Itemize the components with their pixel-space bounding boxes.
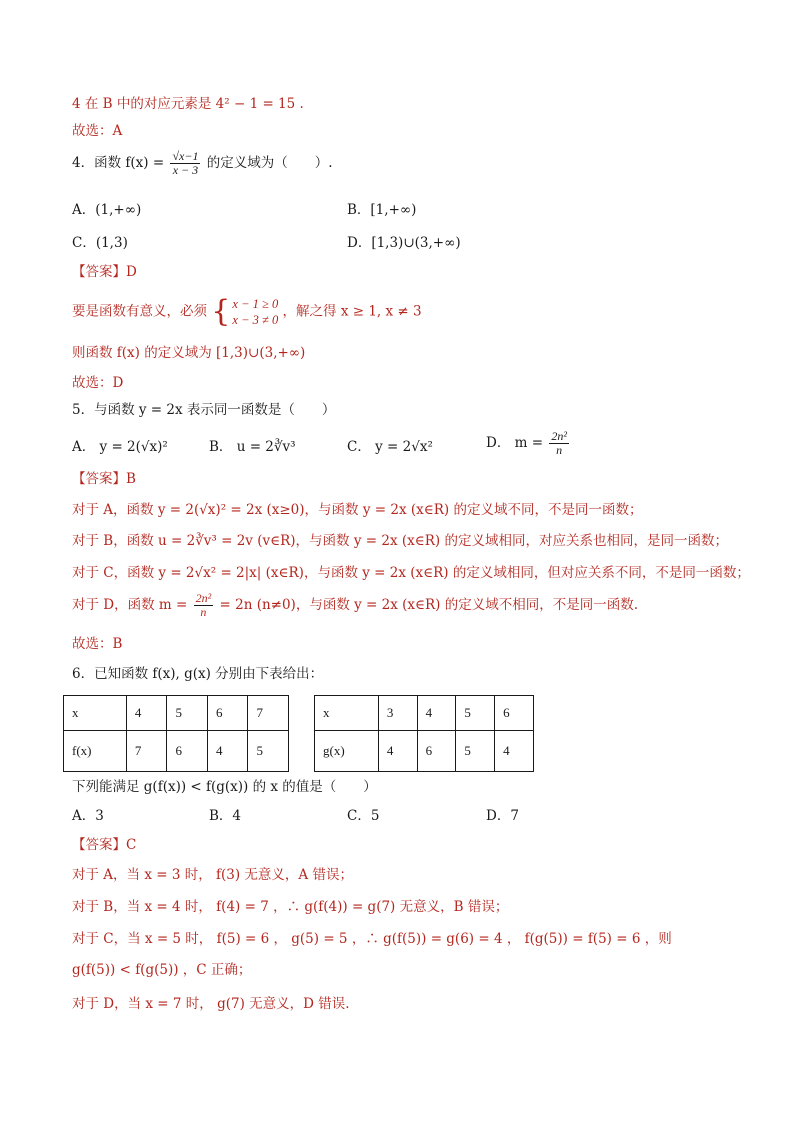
q6-option-a: A．3 <box>72 808 104 824</box>
table-row <box>315 731 534 772</box>
table-cell: 5 <box>248 731 289 772</box>
table-row <box>315 696 534 731</box>
q5-option-a: A． y = 2(√x)² <box>72 439 168 455</box>
q6-answer-label: 【答案】C <box>72 837 137 853</box>
q5-d-fraction: $\frac{\text{2n²}}{n}$ <box>551 429 567 457</box>
table-cell: 7 <box>126 731 167 772</box>
table-cell: 6 <box>167 731 208 772</box>
q6-solution-c: 对于 C，当 x = 5 时， f(5) = 6 ， g(5) = 5 ，∴ g(f(5)) = g(6) = 4 ， f(g(5)) = f(5) = 6 ，则 <box>72 931 672 947</box>
table-cell: 5 <box>456 696 495 731</box>
q6-option-d: D．7 <box>486 808 519 824</box>
table-cell: f(x) <box>64 731 127 772</box>
question-4: 4．函数 f(x) = $\frac{√x-1}{x - 3}$ 的定义域为（ ）. <box>72 149 333 177</box>
table-cell: 4 <box>495 731 534 772</box>
table-cell: 4 <box>417 696 456 731</box>
q4-answer-label: 【答案】D <box>72 264 137 280</box>
q4-option-b: B．[1,+∞) <box>347 202 417 218</box>
table-cell: 6 <box>207 696 248 731</box>
table-cell: 6 <box>417 731 456 772</box>
q6-option-b: B．4 <box>209 808 242 824</box>
question-5: 5．与函数 y = 2x 表示同一函数是（ ） <box>72 402 336 418</box>
table-cell: 7 <box>248 696 289 731</box>
q4-solution-3: 故选：D <box>72 375 124 391</box>
table-cell: x <box>64 696 127 731</box>
table-cell: 5 <box>456 731 495 772</box>
q5-solution-a: 对于 A，函数 y = 2(√x)² = 2x (x≥0)，与函数 y = 2x (x∈R) 的定义域不同，不是同一函数； <box>72 502 643 518</box>
q4-solution-2: 则函数 f(x) 的定义域为 [1,3)∪(3,+∞) <box>72 345 306 361</box>
prev-answer-choice: 故选：A <box>72 123 123 139</box>
q6-solution-c-cont: g(f(5)) < f(g(5)) ，C 正确； <box>72 962 252 978</box>
q5-option-d: D． m = $\frac{\text{2n²}}{n}$ <box>486 429 567 457</box>
q4-option-a: A．(1,+∞) <box>72 202 142 218</box>
q6-question: 下列能满足 g(f(x)) < f(g(x)) 的 x 的值是（ ） <box>72 779 377 795</box>
table-cell: 4 <box>207 731 248 772</box>
table-cell: 6 <box>495 696 534 731</box>
q6-solution-b: 对于 B，当 x = 4 时， f(4) = 7 ，∴ g(f(4)) = g(7) 无意义，B 错误； <box>72 899 509 915</box>
q5-solution-b: 对于 B，函数 u = 2∛v³ = 2v (v∈R)，与函数 y = 2x (x∈R) 的定义域相同，对应关系也相同，是同一函数； <box>72 533 728 549</box>
q5-s4-fraction: $\frac{\text{2n²}}{n}$ <box>195 591 212 619</box>
q4-fraction: $\frac{√x-1}{x - 3}$ <box>172 149 199 177</box>
q5-solution-c: 对于 C，函数 y = 2√x² = 2|x| (x∈R)，与函数 y = 2x (x∈R) 的定义域相同，但对应关系不同，不是同一函数； <box>72 565 750 581</box>
q4-option-c: C．(1,3) <box>72 235 128 251</box>
table-cell: g(x) <box>315 731 379 772</box>
q5-option-c: C． y = 2√x² <box>347 439 433 455</box>
q5-option-b: B． u = 2∛v³ <box>209 439 296 455</box>
table-cell: 4 <box>378 731 417 772</box>
prev-solution-line: 4 在 B 中的对应元素是 4² − 1 = 15 . <box>72 96 304 112</box>
q4-option-d: D．[1,3)∪(3,+∞) <box>347 235 461 251</box>
q6-option-c: C．5 <box>347 808 380 824</box>
q6-solution-d: 对于 D，当 x = 7 时， g(7) 无意义，D 错误. <box>72 996 350 1012</box>
table-row <box>64 731 289 772</box>
table-cell: 4 <box>126 696 167 731</box>
table-g <box>314 695 534 772</box>
question-6: 6．已知函数 f(x), g(x) 分别由下表给出： <box>72 666 324 682</box>
table-f <box>63 695 289 772</box>
table-cell: x <box>315 696 379 731</box>
q5-answer-label: 【答案】B <box>72 471 136 487</box>
table-cell: 3 <box>378 696 417 731</box>
q4-system: { x − 1 ≥ 0 x − 3 ≠ 0 <box>211 294 279 329</box>
table-row <box>64 696 289 731</box>
q4-solution-1: 要是函数有意义，必须 { x − 1 ≥ 0 x − 3 ≠ 0 ，解之得 x ≥ 1, x ≠ 3 <box>72 294 422 329</box>
q6-solution-a: 对于 A，当 x = 3 时， f(3) 无意义，A 错误； <box>72 867 353 883</box>
table-cell: 5 <box>167 696 208 731</box>
q5-solution-final: 故选：B <box>72 636 123 652</box>
q5-solution-d: 对于 D，函数 m = $\frac{\text{2n²}}{n}$ = 2n (n≠0)，与函数 y = 2x (x∈R) 的定义域不相同，不是同一函数. <box>72 591 639 619</box>
